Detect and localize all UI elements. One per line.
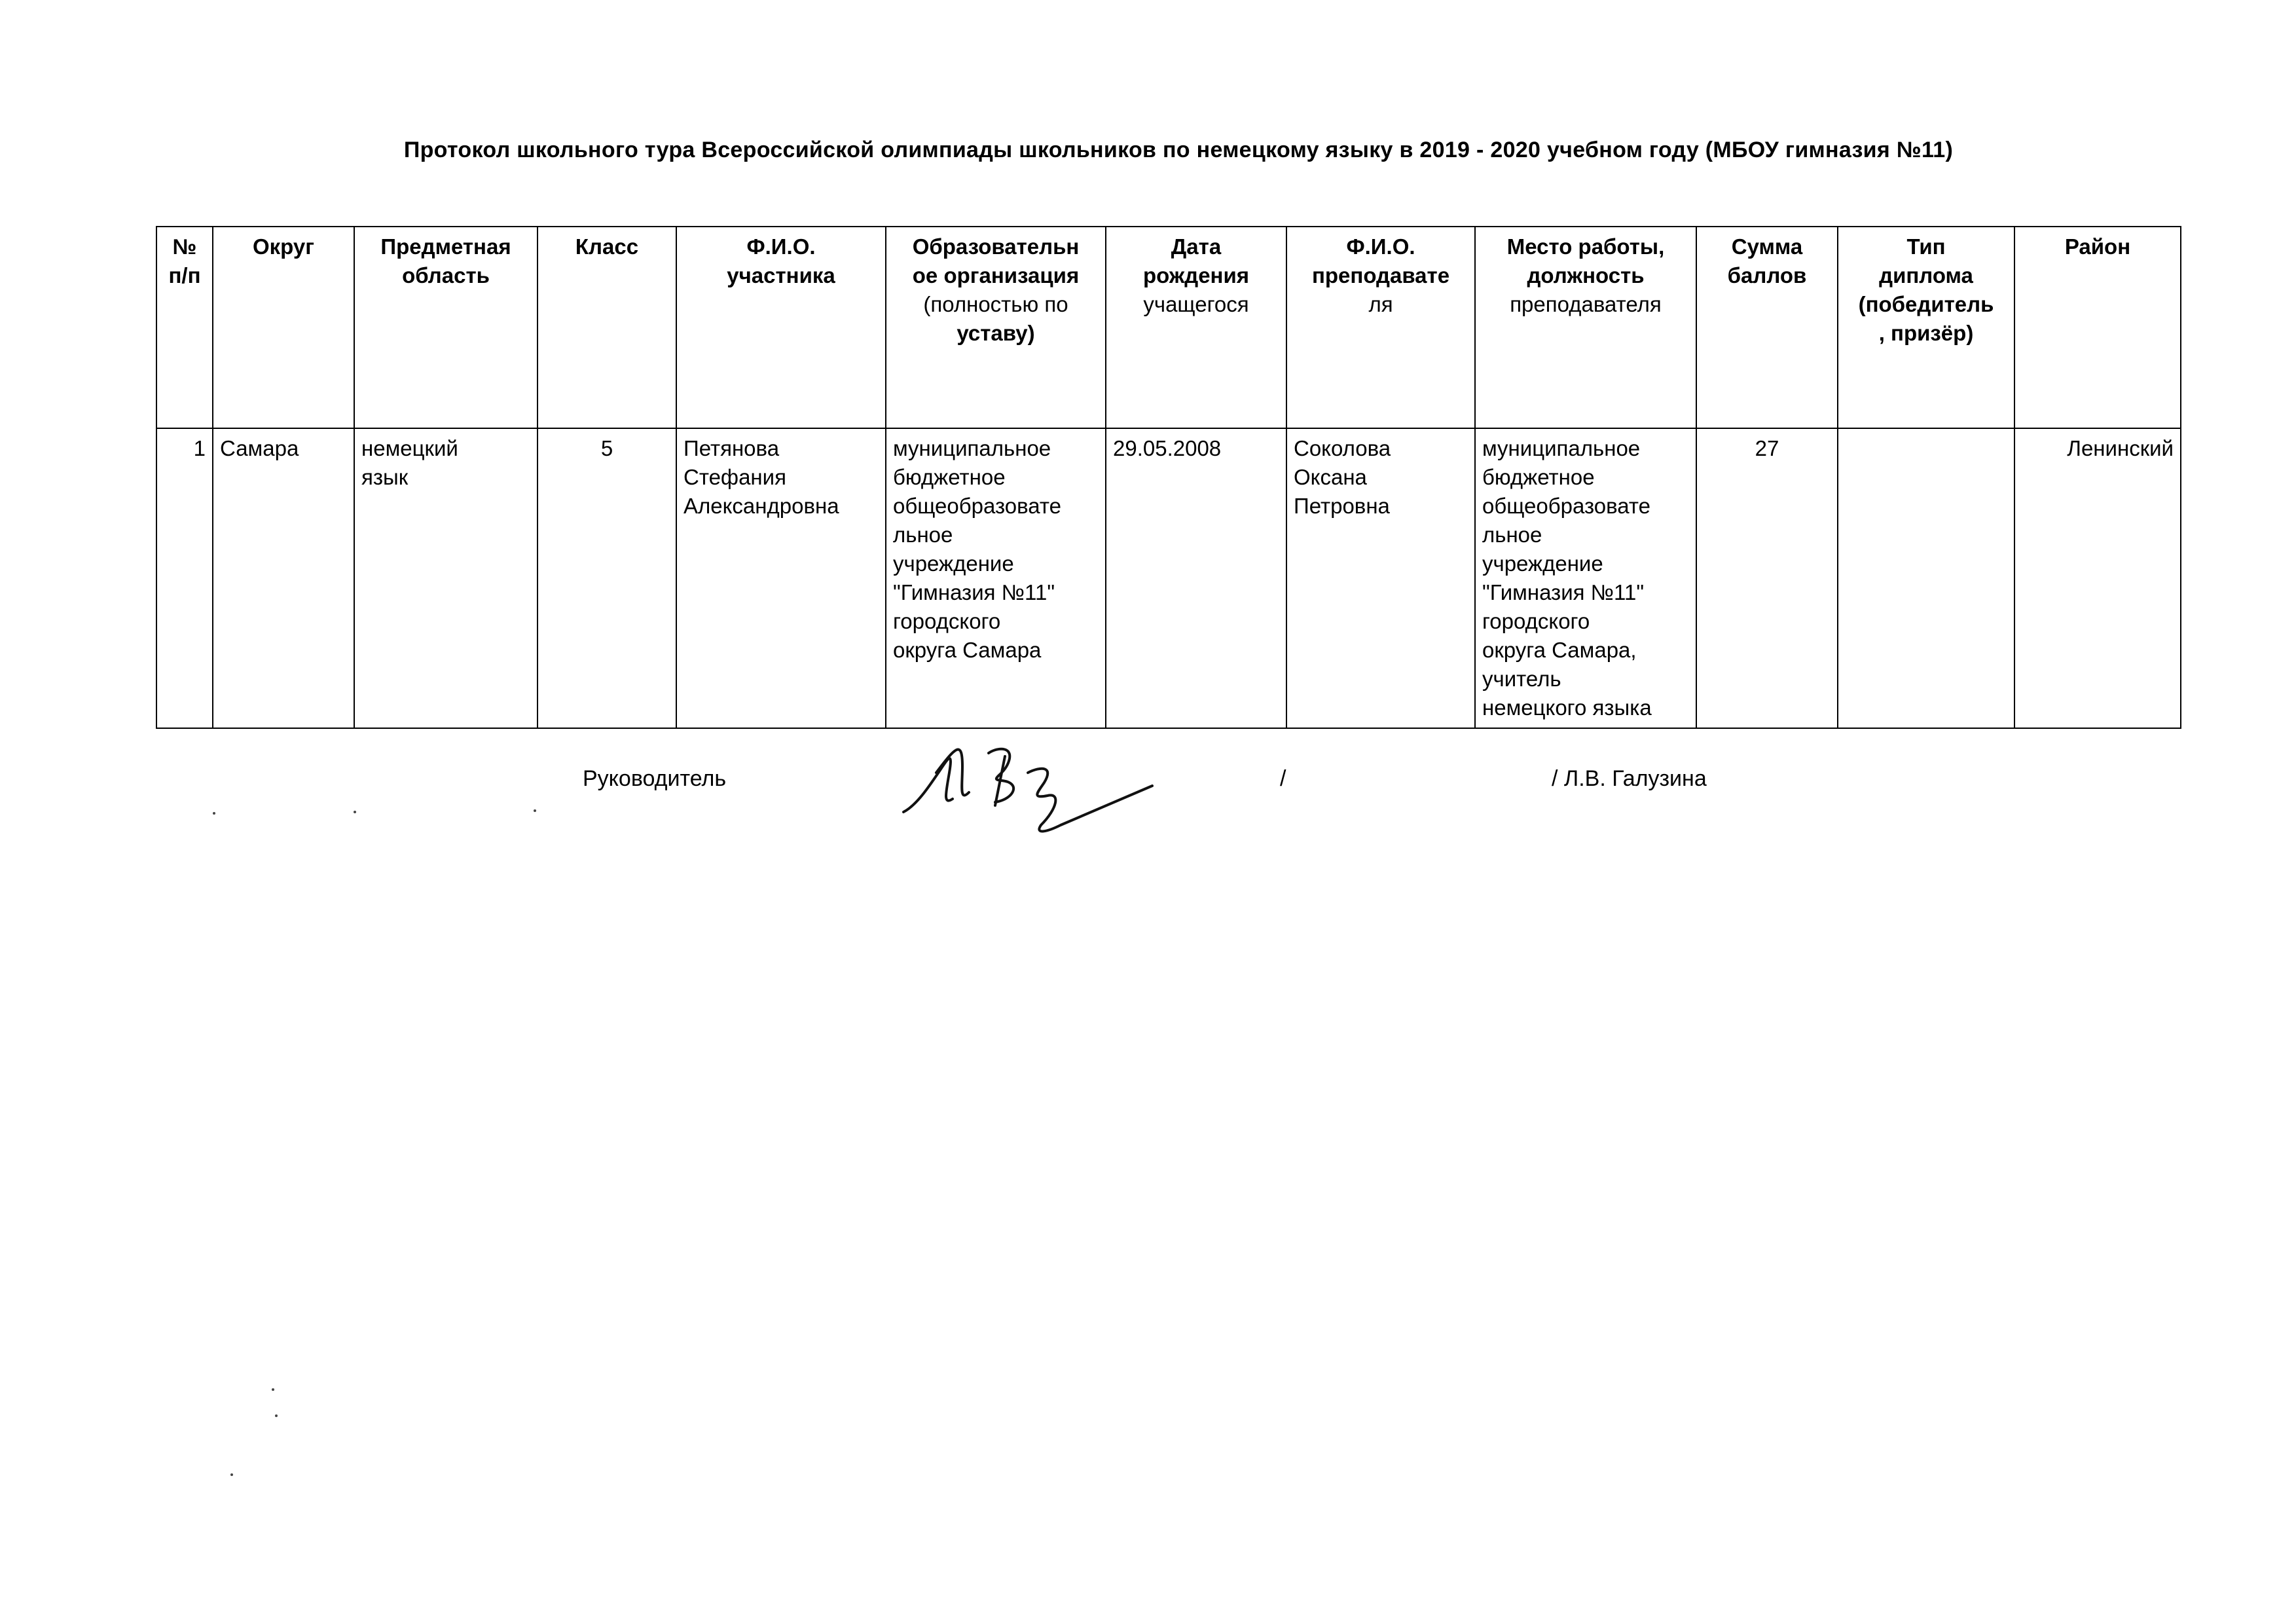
- header-teacher: Ф.И.О. преподавате ля: [1286, 227, 1475, 428]
- protocol-table: [156, 226, 2181, 729]
- cell-score: 27: [1696, 428, 1838, 728]
- cell-diploma: [1838, 428, 2014, 728]
- document-title: Протокол школьного тура Всероссийской олимпиады школьников по немецкому языку в 2019 - 2020 учебном году (МБОУ гимназия №11): [403, 138, 1954, 162]
- cell-participant: Петянова Стефания Александровна: [676, 428, 886, 728]
- cell-okrug: Самара: [213, 428, 354, 728]
- scan-speck: [230, 1473, 233, 1476]
- signature-slash: /: [1280, 766, 1286, 791]
- header-grade: Класс: [538, 227, 676, 428]
- cell-num: 1: [156, 428, 213, 728]
- scan-speck: [213, 812, 215, 815]
- header-subject: Предметная область: [354, 227, 538, 428]
- cell-subject: немецкий язык: [354, 428, 538, 728]
- cell-district: Ленинский: [2014, 428, 2181, 728]
- signer-name: / Л.В. Галузина: [1552, 766, 1707, 791]
- cell-teacher: Соколова Оксана Петровна: [1286, 428, 1475, 728]
- header-workplace: Место работы, должность преподавателя: [1475, 227, 1696, 428]
- scan-speck: [534, 809, 536, 812]
- signature-role-label: Руководитель: [583, 766, 727, 791]
- scan-speck: [275, 1414, 278, 1417]
- header-diploma: Тип диплома (победитель , призёр): [1838, 227, 2014, 428]
- table-row: [156, 428, 2181, 728]
- scan-speck: [272, 1388, 274, 1391]
- cell-grade: 5: [538, 428, 676, 728]
- cell-dob: 29.05.2008: [1106, 428, 1286, 728]
- header-participant: Ф.И.О. участника: [676, 227, 886, 428]
- header-dob: Дата рождения учащегося: [1106, 227, 1286, 428]
- cell-org: муниципальное бюджетное общеобразовате льное учреждение "Гимназия №11" городского округа Самара: [886, 428, 1106, 728]
- header-row: [156, 227, 2181, 428]
- header-district: Район: [2014, 227, 2181, 428]
- header-org: Образовательн ое организация (полностью по уставу): [886, 227, 1106, 428]
- scan-speck: [354, 811, 356, 813]
- header-num: № п/п: [156, 227, 213, 428]
- cell-workplace: муниципальное бюджетное общеобразовате льное учреждение "Гимназия №11" городского округа Самара, учитель немецкого языка: [1475, 428, 1696, 728]
- handwritten-signature: [890, 727, 1165, 845]
- header-score: Сумма баллов: [1696, 227, 1838, 428]
- header-okrug: Округ: [213, 227, 354, 428]
